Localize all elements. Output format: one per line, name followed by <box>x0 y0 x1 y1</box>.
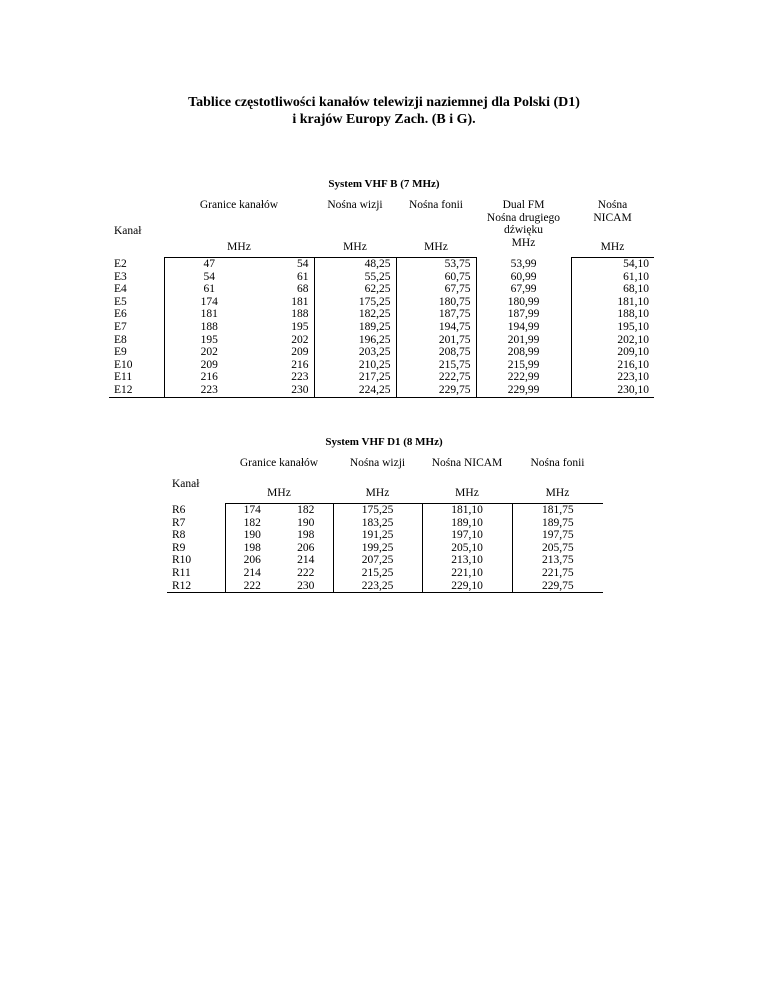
vision-carrier-cell: 191,25 <box>333 529 422 542</box>
lower-limit-cell: 195 <box>164 334 254 347</box>
table1-header-kanal: Kanał <box>114 224 142 237</box>
sound-carrier-cell: 201,75 <box>396 334 476 347</box>
sound-carrier-cell: 215,75 <box>396 359 476 372</box>
title-line-2: i krajów Europy Zach. (B i G). <box>292 112 476 127</box>
channel-cell: R7 <box>172 516 186 529</box>
upper-limit-cell: 182 <box>279 504 333 517</box>
nicam-carrier-cell: 205,10 <box>422 542 512 555</box>
upper-limit-cell: 188 <box>254 308 314 321</box>
lower-limit-cell: 198 <box>225 542 279 555</box>
lower-limit-cell: 216 <box>164 371 254 384</box>
upper-limit-cell: 214 <box>279 554 333 567</box>
channel-cell: E11 <box>114 371 133 384</box>
nicam-carrier-cell: 213,10 <box>422 554 512 567</box>
table1-header-granice: Granice kanałów <box>199 199 279 211</box>
channel-cell: R12 <box>167 580 225 593</box>
vision-carrier-cell: 217,25 <box>314 371 396 384</box>
lower-limit-cell: 47 <box>164 258 254 271</box>
sound-carrier-cell: 67,75 <box>396 283 476 296</box>
upper-limit-cell: 209 <box>254 346 314 359</box>
table-row <box>109 296 654 309</box>
nicam-carrier-cell: 181,10 <box>422 504 512 517</box>
channel-cell: R8 <box>172 529 186 542</box>
upper-limit-cell: 230 <box>279 580 333 593</box>
table1-header-dual-l2: Nośna drugiego dźwięku <box>486 211 561 237</box>
table-row <box>109 346 654 359</box>
vision-carrier-cell: 62,25 <box>314 283 396 296</box>
vision-carrier-cell: 207,25 <box>333 554 422 567</box>
vision-carrier-cell: 215,25 <box>333 567 422 580</box>
dual-fm-cell: 53,99 <box>476 258 571 271</box>
vision-carrier-cell: 183,25 <box>333 517 422 530</box>
lower-limit-cell: 54 <box>164 271 254 284</box>
nicam-carrier-cell: 209,10 <box>617 346 649 359</box>
nicam-carrier-cell: 223,10 <box>617 371 649 384</box>
sound-carrier-cell: 205,75 <box>541 541 574 554</box>
table-row <box>109 321 654 334</box>
nicam-carrier-cell: 188,10 <box>617 308 649 321</box>
channel-cell: E4 <box>114 283 127 296</box>
table1-unit-fonii: MHz <box>396 241 476 258</box>
table2-unit-wizji: MHz <box>333 487 422 504</box>
table2-header-fonii: Nośna fonii <box>530 457 585 469</box>
upper-limit-cell: 223 <box>254 371 314 384</box>
table2-unit-row <box>167 487 603 504</box>
vision-carrier-cell: 196,25 <box>314 334 396 347</box>
channel-cell: E2 <box>114 257 127 270</box>
title-line-1: Tablice częstotliwości kanałów telewizji naziemnej dla Polski (D1) <box>188 95 580 110</box>
table-row <box>109 359 654 372</box>
sound-carrier-cell: 180,75 <box>396 296 476 309</box>
upper-limit-cell: 216 <box>254 359 314 372</box>
nicam-carrier-cell: 68,10 <box>623 283 649 296</box>
table2-unit-granice: MHz <box>225 487 333 504</box>
sound-carrier-cell: 181,75 <box>541 504 574 516</box>
table1-unit-granice: MHz <box>164 241 314 258</box>
dual-fm-cell: 67,99 <box>476 283 571 296</box>
upper-limit-cell: 195 <box>254 321 314 334</box>
upper-limit-cell: 206 <box>279 542 333 555</box>
table-row <box>109 271 654 284</box>
upper-limit-cell: 181 <box>254 296 314 309</box>
table-row <box>109 283 654 296</box>
nicam-carrier-cell: 189,10 <box>422 517 512 530</box>
upper-limit-cell: 230 <box>254 384 314 397</box>
table1-header-dual <box>476 199 571 258</box>
sound-carrier-cell: 213,75 <box>541 554 574 567</box>
dual-fm-cell: 60,99 <box>476 271 571 284</box>
dual-fm-cell: 222,99 <box>476 371 571 384</box>
lower-limit-cell: 190 <box>225 529 279 542</box>
channel-cell: E12 <box>109 384 164 397</box>
nicam-carrier-cell: 230,10 <box>571 384 654 397</box>
table-row <box>109 258 654 271</box>
channel-cell: R9 <box>172 541 186 554</box>
vision-carrier-cell: 224,25 <box>314 384 396 397</box>
nicam-carrier-cell: 181,10 <box>617 295 649 308</box>
nicam-carrier-cell: 195,10 <box>617 320 649 333</box>
sound-carrier-cell: 229,75 <box>396 384 476 397</box>
vision-carrier-cell: 199,25 <box>333 542 422 555</box>
lower-limit-cell: 214 <box>225 567 279 580</box>
table-row <box>167 542 603 555</box>
vision-carrier-cell: 175,25 <box>314 296 396 309</box>
channel-cell: E10 <box>114 358 133 371</box>
vision-carrier-cell: 48,25 <box>314 258 396 271</box>
table1-unit-row <box>109 241 654 258</box>
channel-cell: R6 <box>172 503 186 516</box>
table-row <box>167 567 603 580</box>
dual-fm-cell: 215,99 <box>476 359 571 372</box>
table-row <box>167 554 603 567</box>
table1-header-wizji: Nośna wizji <box>327 199 383 211</box>
dual-fm-cell: 187,99 <box>476 308 571 321</box>
channel-cell: E3 <box>114 270 127 283</box>
lower-limit-cell: 223 <box>164 384 254 397</box>
sound-carrier-cell: 229,75 <box>512 580 603 593</box>
sound-carrier-cell: 187,75 <box>396 308 476 321</box>
nicam-carrier-cell: 61,10 <box>623 270 649 283</box>
dual-fm-cell: 201,99 <box>476 334 571 347</box>
table-row <box>167 504 603 517</box>
nicam-carrier-cell: 54,10 <box>623 258 649 270</box>
table1-header-dual-l1: Dual FM <box>502 199 545 211</box>
table2-caption: System VHF D1 (8 MHz) <box>325 436 443 448</box>
channel-cell: E9 <box>114 346 127 359</box>
table-row <box>167 517 603 530</box>
vision-carrier-cell: 223,25 <box>333 580 422 593</box>
sound-carrier-cell: 53,75 <box>396 258 476 271</box>
upper-limit-cell: 198 <box>279 529 333 542</box>
lower-limit-cell: 174 <box>225 504 279 517</box>
lower-limit-cell: 181 <box>164 308 254 321</box>
table2-header-kanal: Kanał <box>172 477 200 490</box>
dual-fm-cell: 229,99 <box>476 384 571 397</box>
lower-limit-cell: 188 <box>164 321 254 334</box>
table2-header-granice: Granice kanałów <box>239 457 319 469</box>
vision-carrier-cell: 55,25 <box>314 271 396 284</box>
table-row <box>167 580 603 593</box>
table-row <box>109 308 654 321</box>
sound-carrier-cell: 189,75 <box>541 516 574 529</box>
table2-header-nicam: Nośna NICAM <box>431 457 503 469</box>
upper-limit-cell: 61 <box>254 271 314 284</box>
table1-unit-dual: MHz <box>511 236 536 249</box>
table-row <box>109 384 654 397</box>
channel-cell: R10 <box>172 554 192 567</box>
table-row <box>109 334 654 347</box>
dual-fm-cell: 208,99 <box>476 346 571 359</box>
vhf-d1-table <box>167 457 603 593</box>
lower-limit-cell: 222 <box>225 580 279 593</box>
table1-header-row <box>109 199 654 241</box>
nicam-carrier-cell: 202,10 <box>617 333 649 346</box>
vision-carrier-cell: 175,25 <box>333 504 422 517</box>
upper-limit-cell: 222 <box>279 567 333 580</box>
channel-cell: E6 <box>114 308 127 321</box>
table1-caption: System VHF B (7 MHz) <box>328 178 440 190</box>
table1-unit-wizji: MHz <box>314 241 396 258</box>
nicam-carrier-cell: 197,10 <box>422 529 512 542</box>
table2-unit-nicam: MHz <box>422 487 512 504</box>
lower-limit-cell: 202 <box>164 346 254 359</box>
table-row <box>109 371 654 384</box>
nicam-carrier-cell: 216,10 <box>617 358 649 371</box>
vhf-b-table <box>109 199 654 398</box>
sound-carrier-cell: 197,75 <box>541 529 574 542</box>
nicam-carrier-cell: 221,10 <box>422 567 512 580</box>
vision-carrier-cell: 210,25 <box>314 359 396 372</box>
table2-unit-fonii: MHz <box>512 487 603 504</box>
table-row <box>167 529 603 542</box>
lower-limit-cell: 209 <box>164 359 254 372</box>
channel-cell: E5 <box>114 295 127 308</box>
upper-limit-cell: 190 <box>279 517 333 530</box>
sound-carrier-cell: 194,75 <box>396 321 476 334</box>
table1-header-fonii: Nośna fonii <box>409 199 463 211</box>
vision-carrier-cell: 182,25 <box>314 308 396 321</box>
lower-limit-cell: 206 <box>225 554 279 567</box>
vision-carrier-cell: 203,25 <box>314 346 396 359</box>
upper-limit-cell: 68 <box>254 283 314 296</box>
lower-limit-cell: 182 <box>225 517 279 530</box>
upper-limit-cell: 202 <box>254 334 314 347</box>
sound-carrier-cell: 221,75 <box>541 566 574 579</box>
upper-limit-cell: 54 <box>254 258 314 271</box>
channel-cell: E8 <box>114 333 127 346</box>
channel-cell: E7 <box>114 320 127 333</box>
lower-limit-cell: 61 <box>164 283 254 296</box>
page-title <box>0 94 768 128</box>
lower-limit-cell: 174 <box>164 296 254 309</box>
dual-fm-cell: 180,99 <box>476 296 571 309</box>
vision-carrier-cell: 189,25 <box>314 321 396 334</box>
table2-header-wizji: Nośna wizji <box>349 457 406 469</box>
sound-carrier-cell: 208,75 <box>396 346 476 359</box>
nicam-carrier-cell: 229,10 <box>422 580 512 593</box>
sound-carrier-cell: 222,75 <box>396 371 476 384</box>
channel-cell: R11 <box>172 566 191 579</box>
table1-header-nicam: Nośna NICAM <box>593 199 632 224</box>
table1-unit-nicam: MHz <box>571 241 654 258</box>
dual-fm-cell: 194,99 <box>476 321 571 334</box>
sound-carrier-cell: 60,75 <box>396 271 476 284</box>
table2-header-row <box>167 457 603 487</box>
